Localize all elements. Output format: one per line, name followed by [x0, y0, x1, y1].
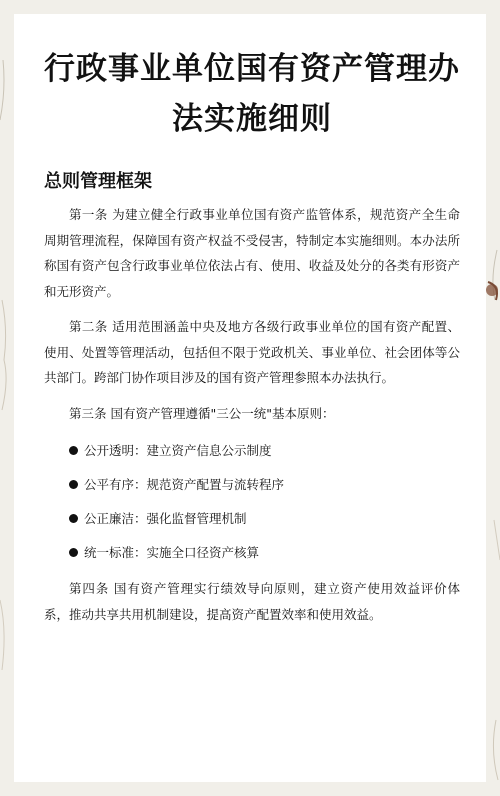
article-2-paragraph: 第二条 适用范围涵盖中央及地方各级行政事业单位的国有资产配置、使用、处置等管理活动，包括但不限于党政机关、事业单位、社会团体等公共部门。跨部门协作项目涉及的国有资产管理参照本办法执行。: [44, 319, 460, 385]
list-item: [44, 434, 460, 468]
principles-list: [44, 434, 460, 570]
bullet-dot-icon: [69, 446, 78, 455]
article-3-paragraph: 第三条 国有资产管理遵循"三公一统"基本原则：: [69, 405, 335, 421]
bullet-dot-icon: [69, 548, 78, 557]
document-page: [14, 14, 486, 782]
bullet-dot-icon: [69, 514, 78, 523]
principle-text: 公平有序：规范资产配置与流转程序: [84, 477, 285, 492]
principle-text: 公正廉洁：强化监督管理机制: [84, 511, 247, 526]
list-item: [44, 536, 460, 570]
principle-text: 公开透明：建立资产信息公示制度: [84, 443, 272, 458]
article-1-paragraph: 第一条 为建立健全行政事业单位国有资产监管体系，规范资产全生命周期管理流程，保障国有资产权益不受侵害，特制定本实施细则。本办法所称国有资产包含行政事业单位依法占有、使用、收益及处分的各类有形资产和无形资产。: [44, 207, 460, 299]
article-4-paragraph: 第四条 国有资产管理实行绩效导向原则，建立资产使用效益评价体系，推动共享共用机制建设，提高资产配置效率和使用效益。: [44, 581, 460, 622]
list-item: [44, 468, 460, 502]
section-heading: 总则管理框架: [44, 171, 152, 192]
document-title: 行政事业单位国有资产管理办法实施细则: [44, 51, 460, 137]
bullet-dot-icon: [69, 480, 78, 489]
principle-text: 统一标准：实施全口径资产核算: [84, 545, 260, 560]
list-item: [44, 502, 460, 536]
